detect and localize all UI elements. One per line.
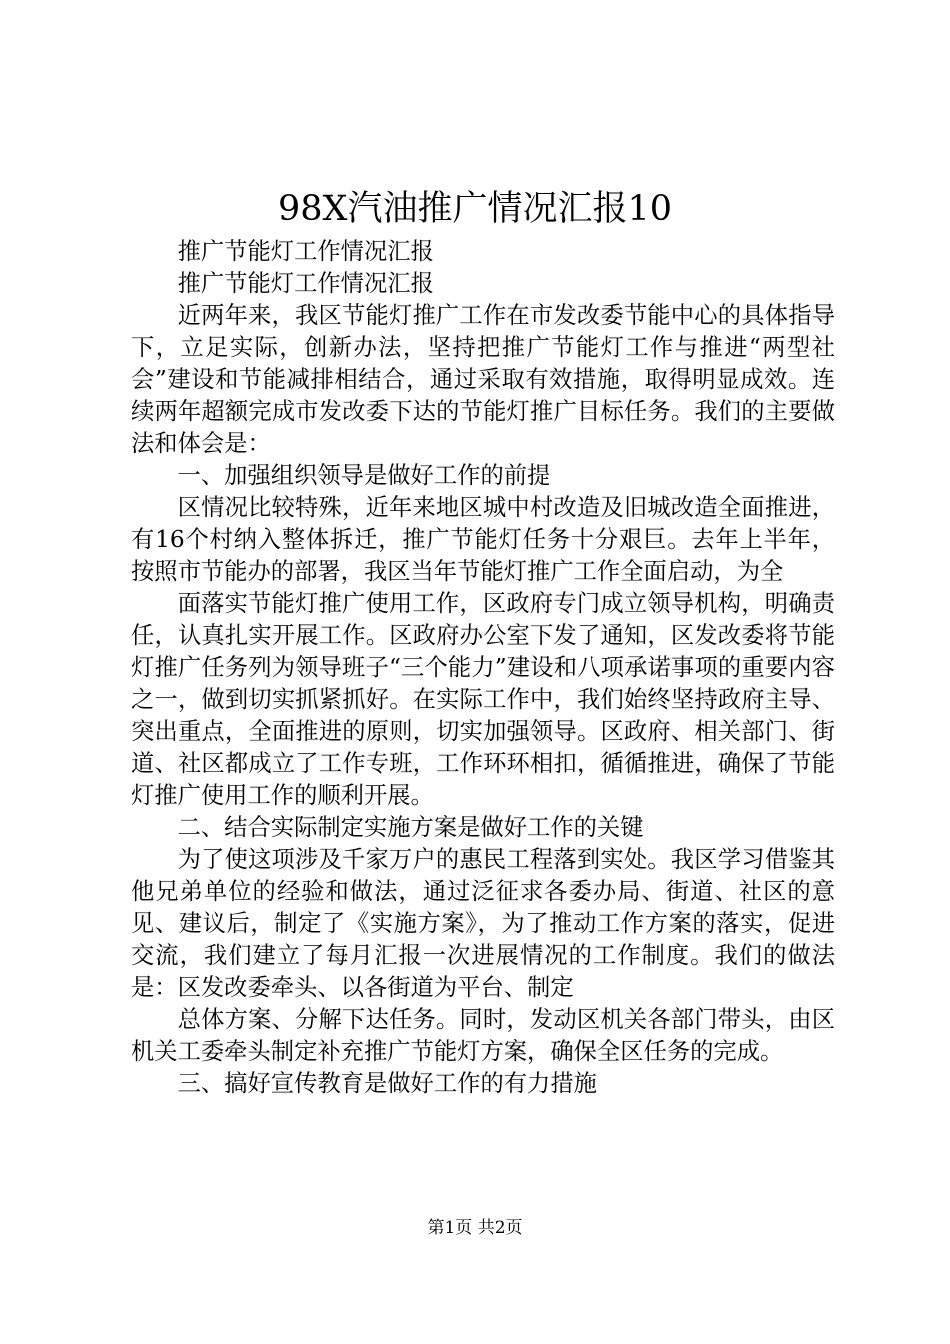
paragraph-section-1b: 面落实节能灯推广使用工作，区政府专门成立领导机构，明确责任，认真扎实开展工作。区政府办公室下发了通知，区发改委将节能灯推广任务列为领导班子“三个能力”建设和八项承诺事项的重要内容之一，做到切实抓紧抓好。在实际工作中，我们始终坚持政府主导、突出重点，全面推进的原则，切实加强领导。区政府、相关部门、街道、社区都成立了工作专班，工作环环相扣，循循推进，确保了节能灯推广使用工作的顺利开展。 <box>131 590 835 809</box>
paragraph-subtitle-2: 推广节能灯工作情况汇报 <box>177 270 434 297</box>
document-title: 98X汽油推广情况汇报10 <box>278 189 672 229</box>
paragraph-section-1a: 区情况比较特殊，近年来地区城中村改造及旧城改造全面推进，有16个村纳入整体拆迁，推广节能灯任务十分艰巨。去年上半年，按照市节能办的部署，我区当年节能灯推广工作全面启动，为全 <box>131 494 835 585</box>
section-heading-2: 二、结合实际制定实施方案是做好工作的关键 <box>177 814 644 841</box>
paragraph-intro: 近两年来，我区节能灯推广工作在市发改委节能中心的具体指导下，立足实际，创新办法，坚持把推广节能灯工作与推进“两型社会”建设和节能减排相结合，通过采取有效措施，取得明显成效。连续两年超额完成市发改委下达的节能灯推广目标任务。我们的主要做法和体会是： <box>131 302 835 457</box>
document-body <box>131 236 835 1100</box>
page-footer: 第1页 共2页 <box>427 1218 523 1238</box>
section-heading-3: 三、搞好宣传教育是做好工作的有力措施 <box>177 1070 597 1097</box>
paragraph-section-2a: 为了使这项涉及千家万户的惠民工程落到实处。我区学习借鉴其他兄弟单位的经验和做法，通过泛征求各委办局、街道、社区的意见、建议后，制定了《实施方案》，为了推动工作方案的落实，促进交流，我们建立了每月汇报一次进展情况的工作制度。我们的做法是：区发改委牵头、以各街道为平台、制定 <box>131 846 835 1001</box>
section-heading-1: 一、加强组织领导是做好工作的前提 <box>177 462 551 489</box>
paragraph-section-2b: 总体方案、分解下达任务。同时，发动区机关各部门带头，由区机关工委牵头制定补充推广节能灯方案，确保全区任务的完成。 <box>131 1006 835 1065</box>
paragraph-subtitle-1: 推广节能灯工作情况汇报 <box>177 238 434 265</box>
